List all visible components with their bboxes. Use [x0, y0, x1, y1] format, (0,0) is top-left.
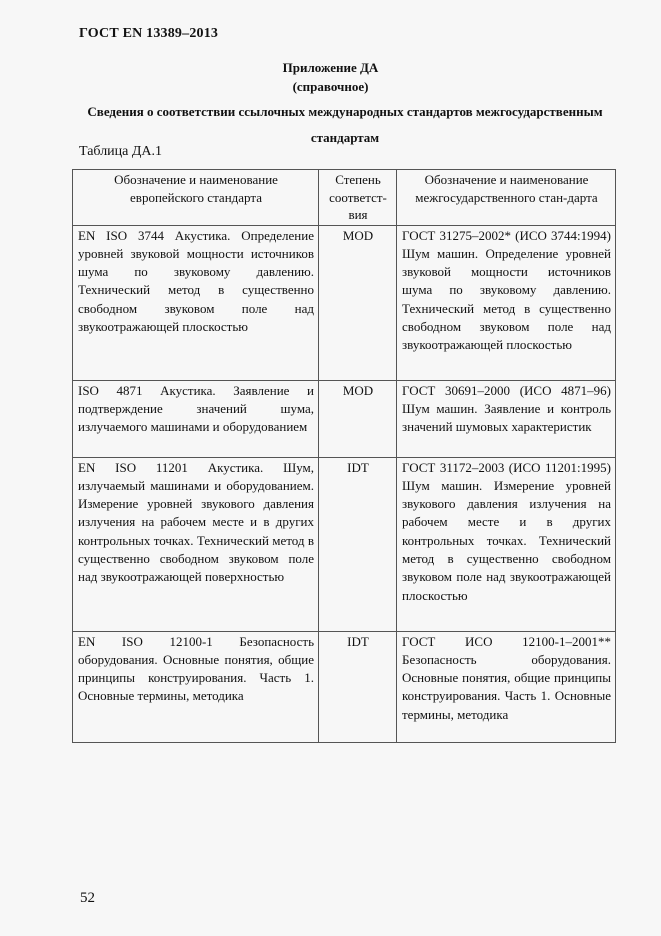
appendix-title: Приложение ДА — [282, 60, 379, 75]
cell-degree: MOD — [319, 380, 397, 457]
cell-degree: IDT — [319, 457, 397, 631]
standards-table — [72, 169, 616, 743]
table-header-row — [73, 170, 616, 226]
column-header-degree: Степень соответст-вия — [319, 170, 397, 226]
cell-european-standard: EN ISO 3744 Акустика. Определение уровней звуковой мощности источников шума по звуковому давлению. Технический метод в существенно свободном звуковом поле над звукоотражающей плоскостью — [73, 225, 319, 380]
cell-interstate-standard: ГОСТ ИСО 12100-1–2001** Безопасность оборудования. Основные понятия, общие принципы конструирования. Часть 1. Основные термины, методика — [397, 631, 616, 742]
cell-european-standard: ISO 4871 Акустика. Заявление и подтверждение значений шума, излучаемого машинами и оборудованием — [73, 380, 319, 457]
table-row — [73, 631, 616, 742]
cell-degree: IDT — [319, 631, 397, 742]
column-header-interstate: Обозначение и наименование межгосударственного стан-дарта — [397, 170, 616, 226]
document-code: ГОСТ EN 13389–2013 — [79, 26, 219, 41]
appendix-header — [0, 58, 661, 96]
column-header-european: Обозначение и наименование европейского стандарта — [73, 170, 319, 226]
table-row — [73, 225, 616, 380]
page-number: 52 — [80, 890, 95, 906]
cell-interstate-standard: ГОСТ 31275–2002* (ИСО 3744:1994) Шум машин. Определение уровней звуковой мощности источников шума по звуковому давлению. Технический метод в существенно свободном звуковом поле над звукоотражающей плоскостью — [397, 225, 616, 380]
section-heading: Сведения о соответствии ссылочных международных стандартов межгосударственным стандартам — [87, 104, 603, 145]
cell-interstate-standard: ГОСТ 30691–2000 (ИСО 4871–96) Шум машин. Заявление и контроль значений шумовых характеристик — [397, 380, 616, 457]
table-row — [73, 457, 616, 631]
table-row — [73, 380, 616, 457]
appendix-subtitle: (справочное) — [292, 79, 369, 94]
table-label: Таблица ДА.1 — [79, 144, 163, 159]
cell-degree: MOD — [319, 225, 397, 380]
cell-interstate-standard: ГОСТ 31172–2003 (ИСО 11201:1995) Шум машин. Измерение уровней звукового давления излучения на рабочем месте и в других контрольных точках. Технический метод в существенно свободном звуковом поле над звукоотражающей плоскостью — [397, 457, 616, 631]
cell-european-standard: EN ISO 12100-1 Безопасность оборудования. Основные понятия, общие принципы конструирования. Часть 1. Основные термины, методика — [73, 631, 319, 742]
cell-european-standard: EN ISO 11201 Акустика. Шум, излучаемый машинами и оборудованием. Измерение уровней звукового давления излучения на рабочем месте и в других контрольных точках. Технический метод в существенно свободном звуковом поле над звукоотражающей поверхностью — [73, 457, 319, 631]
